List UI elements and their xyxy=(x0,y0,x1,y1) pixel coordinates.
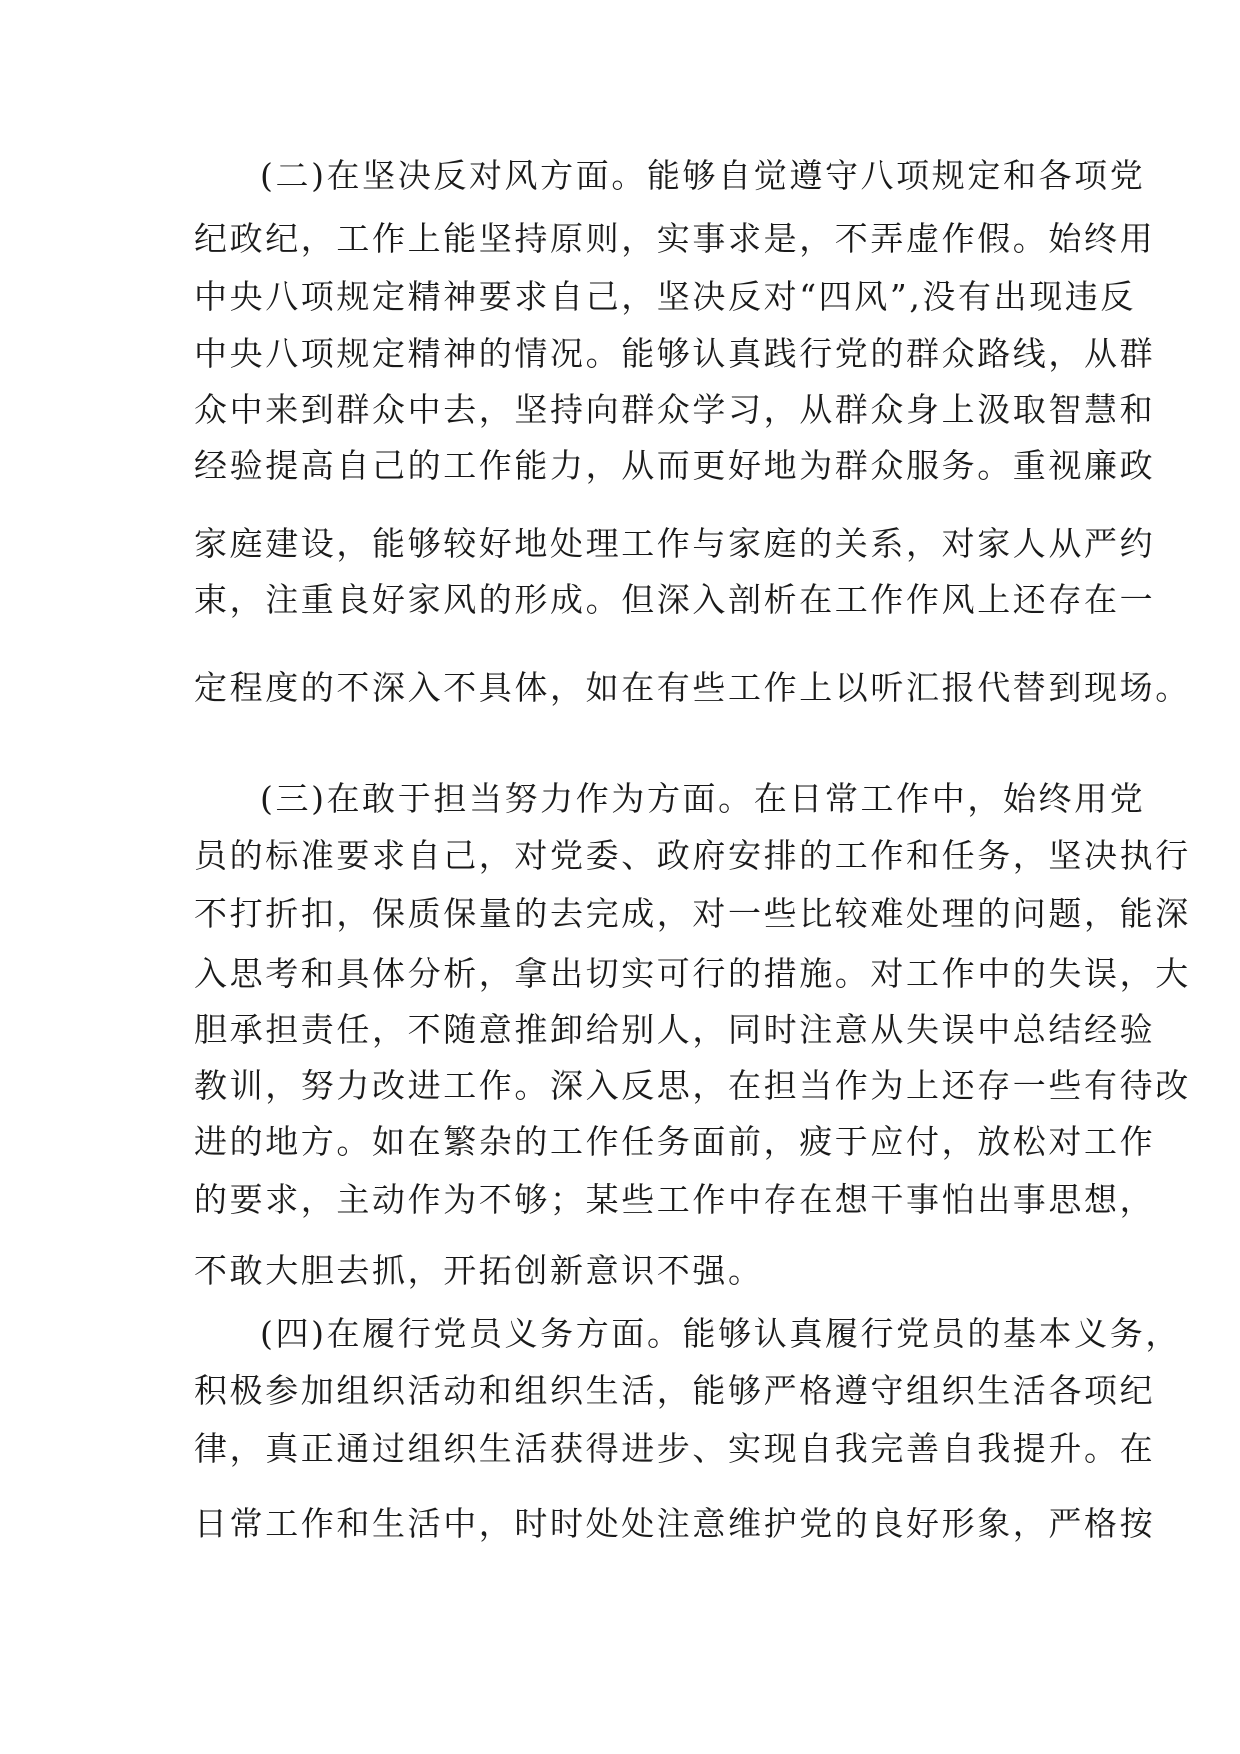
text-line: (四)在履行党员义务方面。能够认真履行党员的基本义务， xyxy=(260,1314,1181,1353)
text-line: 胆承担责任，不随意推卸给别人，同时注意从失误中总结经验 xyxy=(194,1010,1156,1049)
text-line: 教训，努力改进工作。深入反思，在担当作为上还存一些有待改 xyxy=(194,1066,1191,1105)
text-line: 纪政纪，工作上能坚持原则，实事求是，不弄虚作假。始终用 xyxy=(194,219,1156,258)
text-line: 不打折扣，保质保量的去完成，对一些比较难处理的问题，能深 xyxy=(194,894,1191,933)
text-line: 入思考和具体分析，拿出切实可行的措施。对工作中的失误，大 xyxy=(194,954,1191,993)
text-line: 定程度的不深入不具体，如在有些工作上以听汇报代替到现场。 xyxy=(194,668,1191,707)
text-line: (三)在敢于担当努力作为方面。在日常工作中，始终用党 xyxy=(260,779,1146,818)
text-line: 经验提高自己的工作能力，从而更好地为群众服务。重视廉政 xyxy=(194,446,1156,485)
text-line: 进的地方。如在繁杂的工作任务面前，疲于应付，放松对工作 xyxy=(194,1122,1156,1161)
text-line: 的要求，主动作为不够；某些工作中存在想干事怕出事思想， xyxy=(194,1180,1156,1219)
text-line: 众中来到群众中去，坚持向群众学习，从群众身上汲取智慧和 xyxy=(194,390,1156,429)
text-line: 日常工作和生活中，时时处处注意维护党的良好形象，严格按 xyxy=(194,1504,1156,1543)
text-line: 不敢大胆去抓，开拓创新意识不强。 xyxy=(194,1251,764,1290)
text-line: 员的标准要求自己，对党委、政府安排的工作和任务，坚决执行 xyxy=(194,836,1191,875)
text-line: 中央八项规定精神的情况。能够认真践行党的群众路线，从群 xyxy=(194,334,1156,373)
text-line: (二)在坚决反对风方面。能够自觉遵守八项规定和各项党 xyxy=(260,156,1146,195)
text-line: 束，注重良好家风的形成。但深入剖析在工作作风上还存在一 xyxy=(194,580,1156,619)
text-line: 中央八项规定精神要求自己，坚决反对“四风”,没有出现违反 xyxy=(194,277,1137,316)
text-line: 积极参加组织活动和组织生活，能够严格遵守组织生活各项纪 xyxy=(194,1371,1156,1410)
text-line: 家庭建设，能够较好地处理工作与家庭的关系，对家人从严约 xyxy=(194,524,1156,563)
text-line: 律，真正通过组织生活获得进步、实现自我完善自我提升。在 xyxy=(194,1429,1156,1468)
